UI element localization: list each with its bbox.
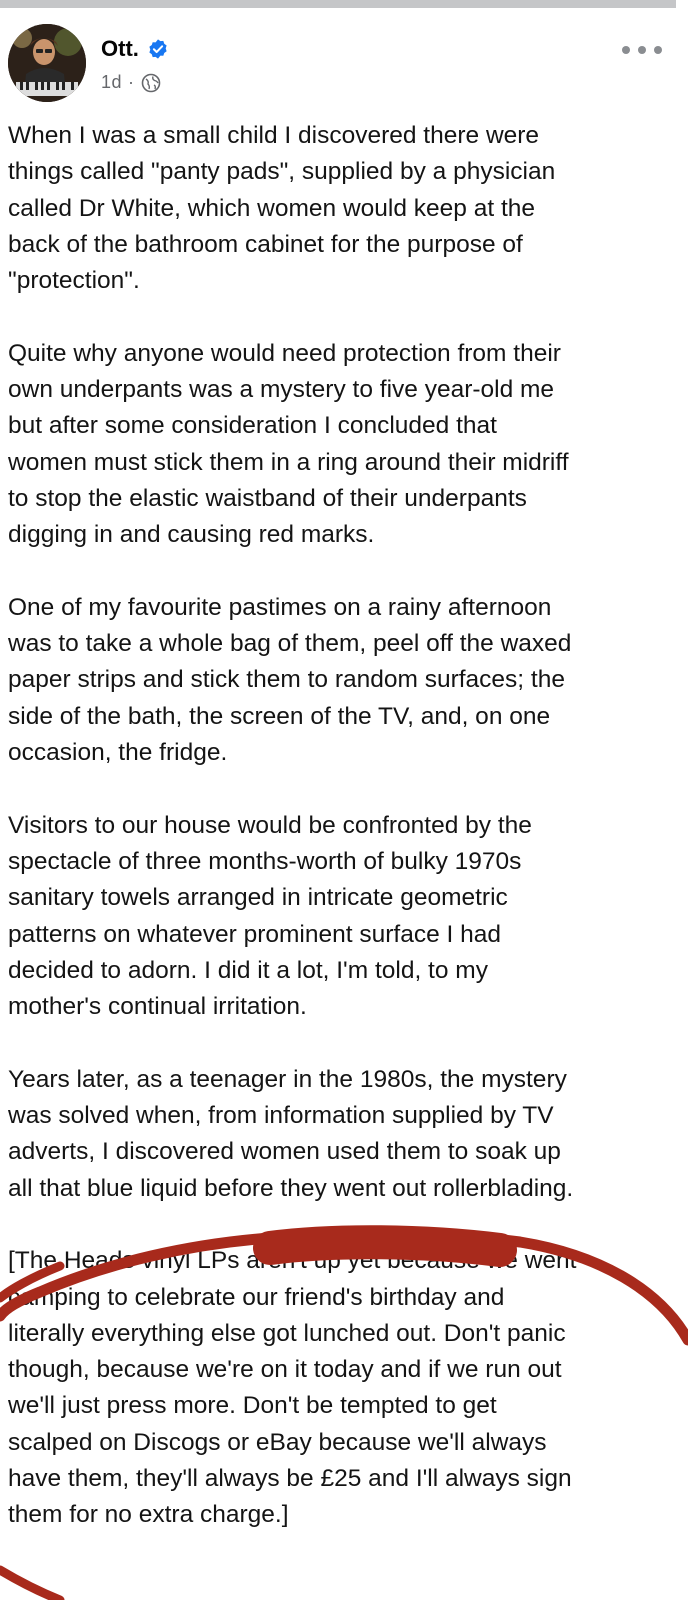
more-options-icon[interactable] [622, 42, 662, 58]
post-paragraph: Quite why anyone would need protection from their own underpants was a mystery to five year-old me but after some consideration I concluded that women must stick them in a ring around their midriff to stop the elastic waistband of their underpants digging in and causing red marks. [8, 339, 569, 549]
globe-icon [141, 73, 161, 93]
post-meta [101, 72, 161, 93]
more-dot [654, 46, 662, 54]
post-author[interactable] [101, 36, 169, 62]
post-paragraph: When I was a small child I discovered there were things called "panty pads", supplied by a physician called Dr White, which women would keep at the back of the bathroom cabinet for the purpose of "protection". [8, 122, 556, 295]
meta-separator: · [128, 72, 135, 92]
top-divider [0, 0, 676, 8]
post-body [8, 118, 672, 1534]
post-paragraph: Years later, as a teenager in the 1980s, the mystery was solved when, from information supplied by TV adverts, I discovered women used them to soak up all that blue liquid before they went out rollerblading. [8, 1065, 574, 1202]
more-dot [622, 46, 630, 54]
post-paragraph: One of my favourite pastimes on a rainy afternoon was to take a whole bag of them, peel off the waxed paper strips and stick them to random surfaces; the side of the bath, the screen of the TV, and, on one occasion, the fridge. [8, 593, 572, 767]
post-paragraph: Visitors to our house would be confronted by the spectacle of three months-worth of bulky 1970s sanitary towels arranged in intricate geometric patterns on whatever prominent surface I had decided to adorn. I did it a lot, I'm told, to my mother's continual irritation. [8, 811, 532, 1021]
post-paragraph: [The Heads vinyl LPs aren't up yet because we went camping to celebrate our friend's birthday and literally everything else got lunched out. Don't panic though, because we're on it today and if we run out we'll just press more. Don't be tempted to get scalped on Discogs or eBay because we'll always have them, they'll always be £25 and I'll always sign them for no extra charge.] [8, 1247, 577, 1529]
verified-badge-icon [147, 38, 169, 60]
post-timestamp[interactable]: 1d [101, 72, 123, 92]
avatar[interactable] [8, 24, 86, 102]
author-name[interactable]: Ott. [101, 36, 139, 61]
more-dot [638, 46, 646, 54]
avatar-image [8, 24, 86, 102]
